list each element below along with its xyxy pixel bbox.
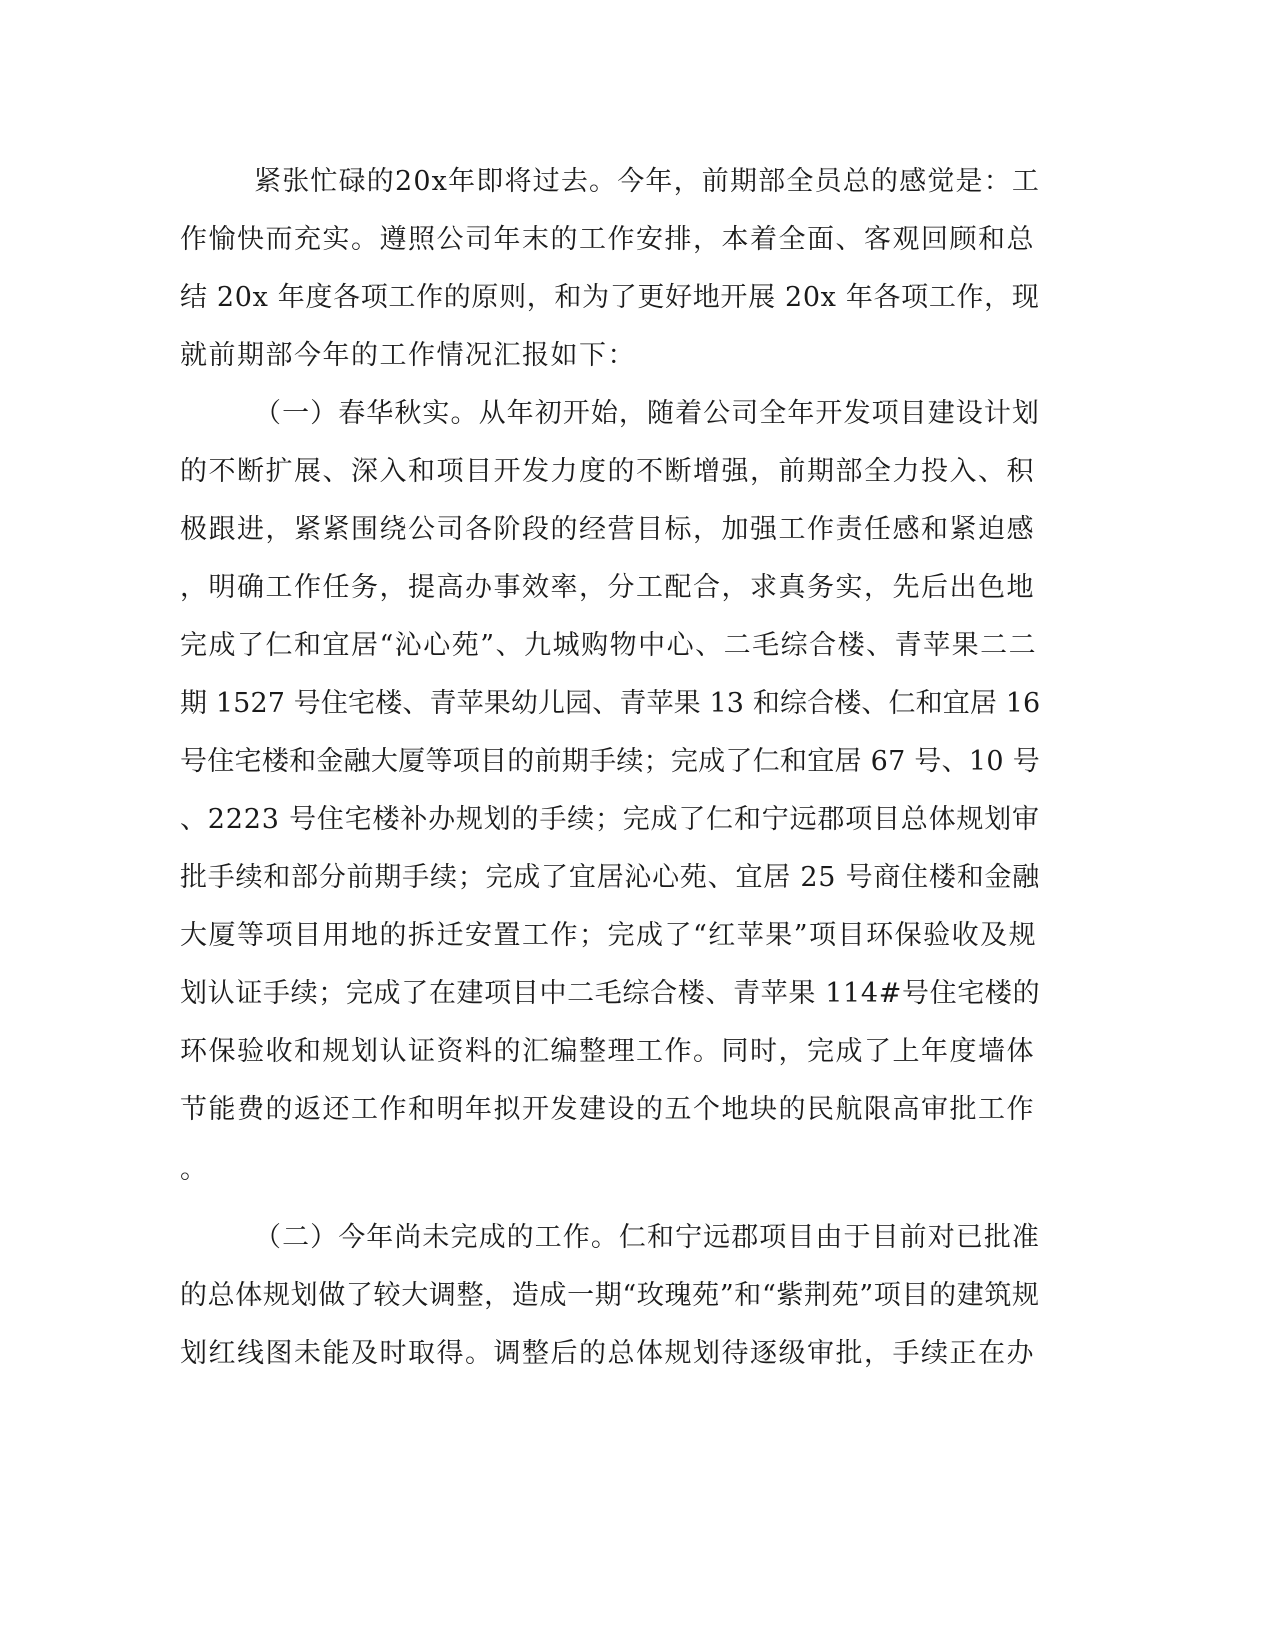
- paragraph-2-line-5: 完成了仁和宜居“沁心苑”、九城购物中心、二毛综合楼、青苹果二二: [180, 630, 1038, 661]
- paragraph-2-line-7: 号住宅楼和金融大厦等项目的前期手续；完成了仁和宜居 67 号、10 号: [180, 746, 1040, 777]
- paragraph-3-line-2: 的总体规划做了较大调整，造成一期“玫瑰苑”和“紫荆苑”项目的建筑规: [180, 1280, 1040, 1311]
- paragraph-2-line-14: 。: [180, 1154, 209, 1185]
- paragraph-1-line-3: 结 20x 年度各项工作的原则，和为了更好地开展 20x 年各项工作，现: [180, 282, 1040, 313]
- paragraph-2-line-2: 的不断扩展、深入和项目开发力度的不断增强，前期部全力投入、积: [180, 456, 1035, 487]
- paragraph-2-line-11: 划认证手续；完成了在建项目中二毛综合楼、青苹果 114#号住宅楼的: [180, 978, 1041, 1009]
- paragraph-3-line-3: 划红线图未能及时取得。调整后的总体规划待逐级审批，手续正在办: [180, 1338, 1035, 1369]
- paragraph-2-line-6: 期 1527 号住宅楼、青苹果幼儿园、青苹果 13 和综合楼、仁和宜居 16: [180, 688, 1041, 719]
- paragraph-1-line-2: 作愉快而充实。遵照公司年末的工作安排，本着全面、客观回顾和总: [180, 224, 1035, 255]
- paragraph-1-line-1: 紧张忙碌的20x年即将过去。今年，前期部全员总的感觉是：工: [254, 166, 1041, 197]
- paragraph-2-line-1: （一）春华秋实。从年初开始，随着公司全年开发项目建设计划: [254, 398, 1040, 429]
- paragraph-2-line-9: 批手续和部分前期手续；完成了宜居沁心苑、宜居 25 号商住楼和金融: [180, 862, 1041, 893]
- paragraph-2-line-8: 、2223 号住宅楼补办规划的手续；完成了仁和宁远郡项目总体规划审: [180, 804, 1040, 835]
- paragraph-1-line-4: 就前期部今年的工作情况汇报如下：: [180, 340, 636, 371]
- paragraph-2-line-13: 节能费的返还工作和明年拟开发建设的五个地块的民航限高审批工作: [180, 1094, 1035, 1125]
- paragraph-2-line-10: 大厦等项目用地的拆迁安置工作；完成了“红苹果”项目环保验收及规: [180, 920, 1038, 951]
- paragraph-3-line-1: （二）今年尚未完成的工作。仁和宁远郡项目由于目前对已批准: [254, 1222, 1040, 1253]
- paragraph-2-line-4: ，明确工作任务，提高办事效率，分工配合，求真务实，先后出色地: [180, 572, 1035, 603]
- paragraph-2-line-12: 环保验收和规划认证资料的汇编整理工作。同时，完成了上年度墙体: [180, 1036, 1035, 1067]
- paragraph-2-line-3: 极跟进，紧紧围绕公司各阶段的经营目标，加强工作责任感和紧迫感: [180, 514, 1035, 545]
